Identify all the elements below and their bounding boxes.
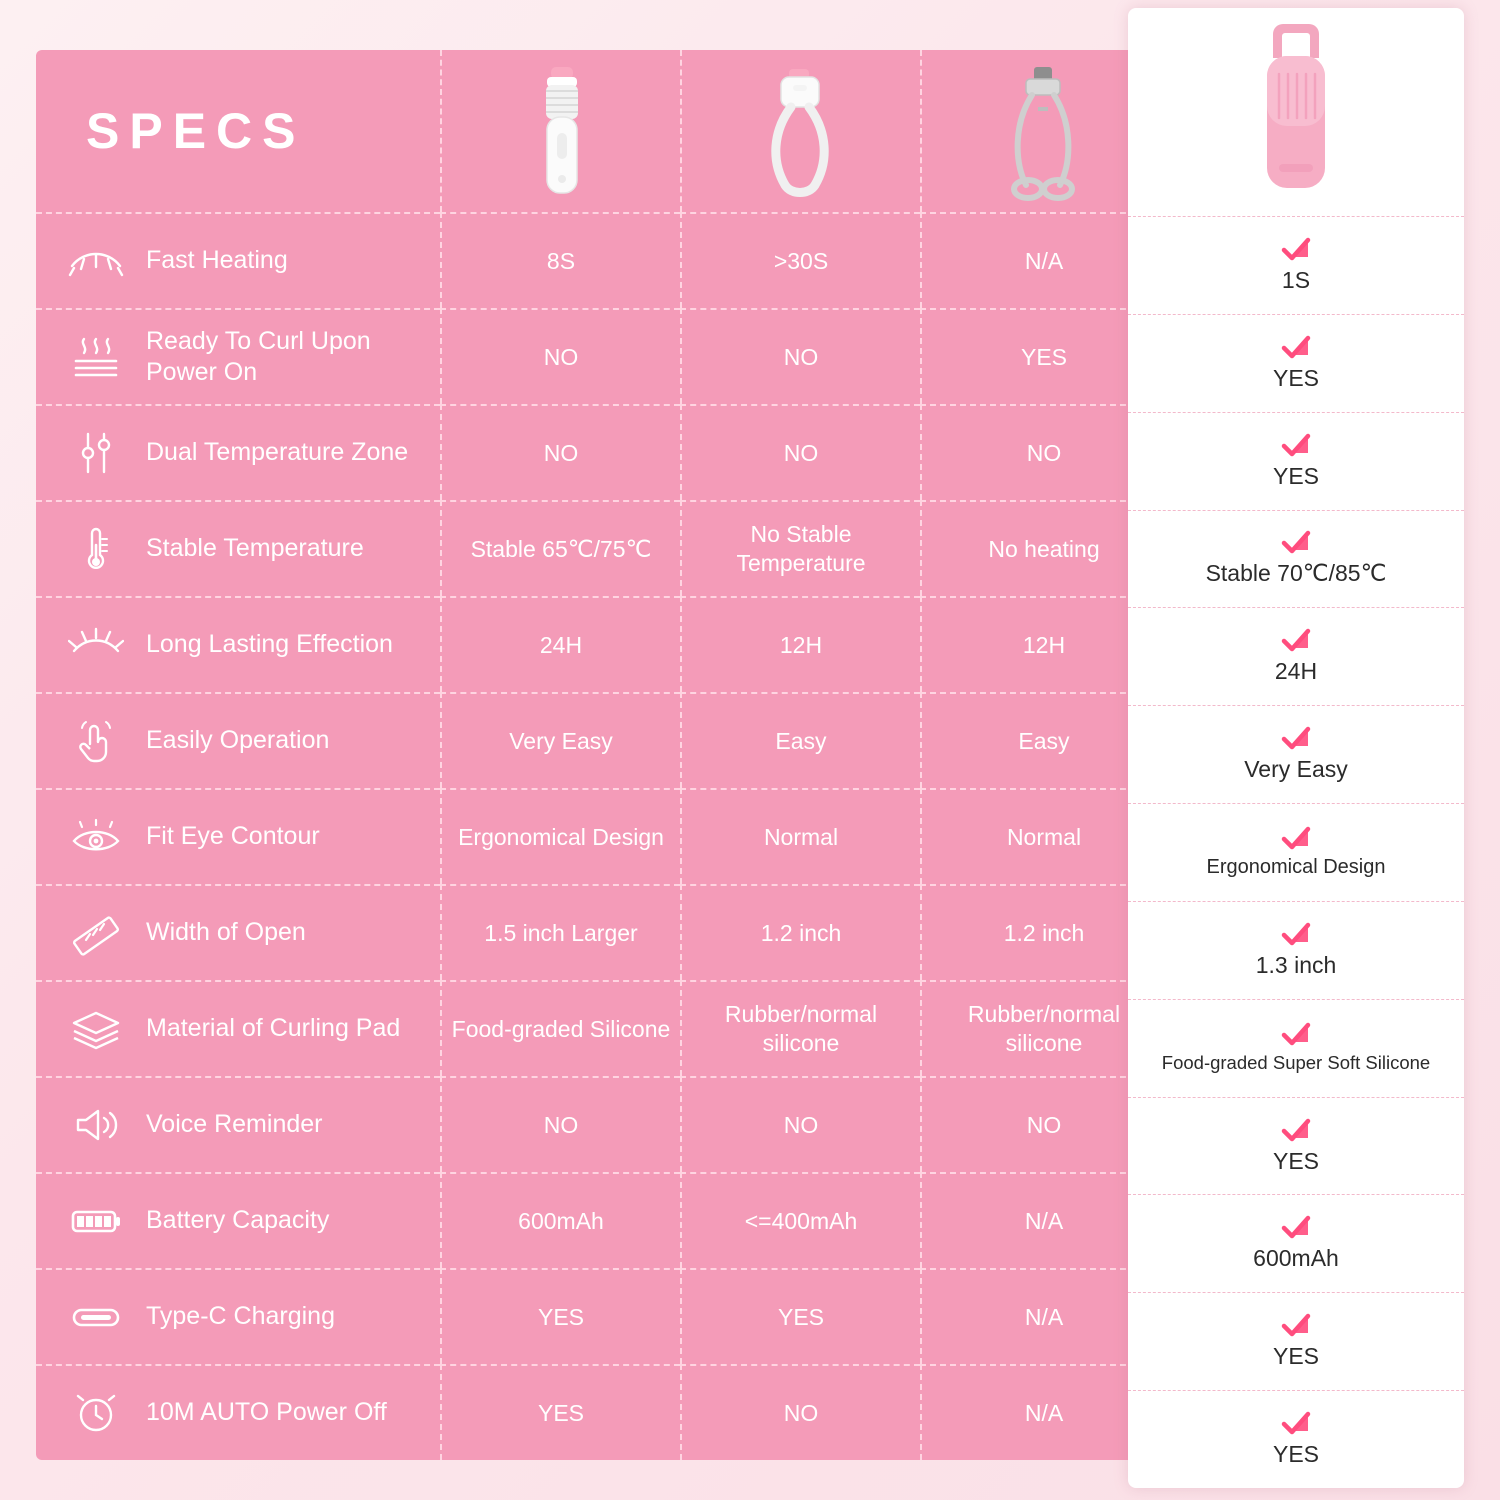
value-c-8: Rubber/normal silicone — [920, 980, 1166, 1076]
row-feature-8 — [36, 980, 440, 1076]
featured-value-10 — [1128, 1194, 1464, 1292]
feature-label: Voice Reminder — [146, 1110, 323, 1139]
featured-value-text: YES — [1272, 1441, 1320, 1468]
featured-value-text: YES — [1272, 1343, 1320, 1370]
featured-value-7 — [1128, 901, 1464, 999]
usb-c-icon — [64, 1289, 128, 1345]
value-b-2: NO — [680, 404, 920, 500]
heat-waves-icon — [64, 329, 128, 385]
value-b-12: NO — [680, 1364, 920, 1460]
temperature-sliders-icon — [64, 425, 128, 481]
white-clamp-curler-icon — [690, 52, 912, 210]
row-feature-3 — [36, 500, 440, 596]
value-b-7: 1.2 inch — [680, 884, 920, 980]
check-icon — [1281, 1118, 1311, 1144]
feature-label: 10M AUTO Power Off — [146, 1398, 387, 1427]
check-icon — [1281, 628, 1311, 654]
eyelash-icon — [64, 233, 128, 289]
row-feature-1 — [36, 308, 440, 404]
battery-icon — [64, 1193, 128, 1249]
speaker-icon — [64, 1097, 128, 1153]
value-a-10: 600mAh — [440, 1172, 680, 1268]
thermometer-icon — [64, 521, 128, 577]
featured-value-text: Ergonomical Design — [1206, 855, 1386, 878]
row-feature-6 — [36, 788, 440, 884]
featured-value-0 — [1128, 216, 1464, 314]
value-b-3: No Stable Temperature — [680, 500, 920, 596]
value-a-9: NO — [440, 1076, 680, 1172]
check-icon — [1281, 1215, 1311, 1241]
alarm-clock-icon — [64, 1385, 128, 1441]
ruler-icon — [64, 905, 128, 961]
value-a-2: NO — [440, 404, 680, 500]
value-c-10: N/A — [920, 1172, 1166, 1268]
tap-finger-icon — [64, 713, 128, 769]
value-c-12: N/A — [920, 1364, 1166, 1460]
featured-value-text: Food-graded Super Soft Silicone — [1161, 1052, 1431, 1074]
product-white-clamp-curler — [680, 50, 920, 212]
featured-value-text: 1S — [1281, 266, 1311, 293]
featured-value-text: Very Easy — [1244, 756, 1348, 783]
row-feature-7 — [36, 884, 440, 980]
featured-value-8 — [1128, 999, 1464, 1097]
product-featured-pink-curler — [1128, 8, 1464, 216]
featured-value-text: 24H — [1274, 658, 1318, 685]
specs-title: SPECS — [86, 102, 306, 159]
feature-label: Material of Curling Pad — [146, 1014, 401, 1043]
row-feature-5 — [36, 692, 440, 788]
value-a-1: NO — [440, 308, 680, 404]
value-a-6: Ergonomical Design — [440, 788, 680, 884]
check-icon — [1281, 335, 1311, 361]
specs-grid — [36, 50, 1166, 1460]
row-feature-9 — [36, 1076, 440, 1172]
value-b-4: 12H — [680, 596, 920, 692]
check-icon — [1281, 530, 1311, 556]
row-feature-4 — [36, 596, 440, 692]
value-c-6: Normal — [920, 788, 1166, 884]
featured-value-11 — [1128, 1292, 1464, 1390]
featured-value-text: YES — [1272, 1147, 1320, 1174]
featured-value-text: YES — [1272, 462, 1320, 489]
featured-value-12 — [1128, 1390, 1464, 1488]
check-icon — [1281, 237, 1311, 263]
featured-product-column — [1128, 8, 1464, 1488]
feature-label: Stable Temperature — [146, 534, 364, 563]
value-c-7: 1.2 inch — [920, 884, 1166, 980]
row-feature-10 — [36, 1172, 440, 1268]
feature-label: Width of Open — [146, 918, 306, 947]
check-icon — [1281, 433, 1311, 459]
feature-label: Long Lasting Effection — [146, 630, 393, 659]
value-c-5: Easy — [920, 692, 1166, 788]
featured-value-6 — [1128, 803, 1464, 901]
value-b-9: NO — [680, 1076, 920, 1172]
value-a-4: 24H — [440, 596, 680, 692]
value-a-8: Food-graded Silicone — [440, 980, 680, 1076]
row-feature-2 — [36, 404, 440, 500]
feature-label: Fast Heating — [146, 246, 288, 275]
value-a-7: 1.5 inch Larger — [440, 884, 680, 980]
featured-value-3 — [1128, 510, 1464, 608]
row-feature-11 — [36, 1268, 440, 1364]
featured-value-text: Stable 70℃/85℃ — [1205, 560, 1387, 587]
check-icon — [1281, 726, 1311, 752]
check-icon — [1281, 1411, 1311, 1437]
feature-label: Type-C Charging — [146, 1302, 335, 1331]
value-c-2: NO — [920, 404, 1166, 500]
eye-icon — [64, 809, 128, 865]
featured-value-text: 600mAh — [1253, 1245, 1339, 1272]
row-feature-0 — [36, 212, 440, 308]
featured-value-1 — [1128, 314, 1464, 412]
pink-curler-icon — [1231, 16, 1361, 208]
long-lash-icon — [64, 617, 128, 673]
check-icon — [1281, 826, 1311, 852]
value-b-6: Normal — [680, 788, 920, 884]
feature-label: Battery Capacity — [146, 1206, 330, 1235]
value-a-0: 8S — [440, 212, 680, 308]
feature-label: Dual Temperature Zone — [146, 438, 409, 467]
layers-icon — [64, 1001, 128, 1057]
value-b-10: <=400mAh — [680, 1172, 920, 1268]
check-icon — [1281, 922, 1311, 948]
featured-value-4 — [1128, 607, 1464, 705]
featured-value-5 — [1128, 705, 1464, 803]
value-a-12: YES — [440, 1364, 680, 1460]
value-c-0: N/A — [920, 212, 1166, 308]
value-c-9: NO — [920, 1076, 1166, 1172]
value-c-3: No heating — [920, 500, 1166, 596]
value-a-3: Stable 65℃/75℃ — [440, 500, 680, 596]
value-b-8: Rubber/normal silicone — [680, 980, 920, 1076]
specs-panel — [36, 50, 1166, 1460]
value-c-4: 12H — [920, 596, 1166, 692]
check-icon — [1281, 1022, 1311, 1048]
value-b-0: >30S — [680, 212, 920, 308]
product-electric-heated-curler — [440, 50, 680, 212]
electric-curler-icon — [450, 52, 672, 210]
value-b-5: Easy — [680, 692, 920, 788]
value-b-11: YES — [680, 1268, 920, 1364]
feature-label: Fit Eye Contour — [146, 822, 320, 851]
value-b-1: NO — [680, 308, 920, 404]
featured-value-text: 1.3 inch — [1255, 951, 1337, 978]
featured-value-text: YES — [1272, 364, 1320, 391]
value-c-1: YES — [920, 308, 1166, 404]
feature-label: Easily Operation — [146, 726, 330, 755]
feature-label: Ready To Curl Upon Power On — [146, 326, 371, 386]
value-c-11: N/A — [920, 1268, 1166, 1364]
row-feature-12 — [36, 1364, 440, 1460]
value-a-11: YES — [440, 1268, 680, 1364]
value-a-5: Very Easy — [440, 692, 680, 788]
featured-value-9 — [1128, 1097, 1464, 1195]
check-icon — [1281, 1313, 1311, 1339]
metal-curler-icon — [930, 52, 1158, 210]
featured-value-2 — [1128, 412, 1464, 510]
